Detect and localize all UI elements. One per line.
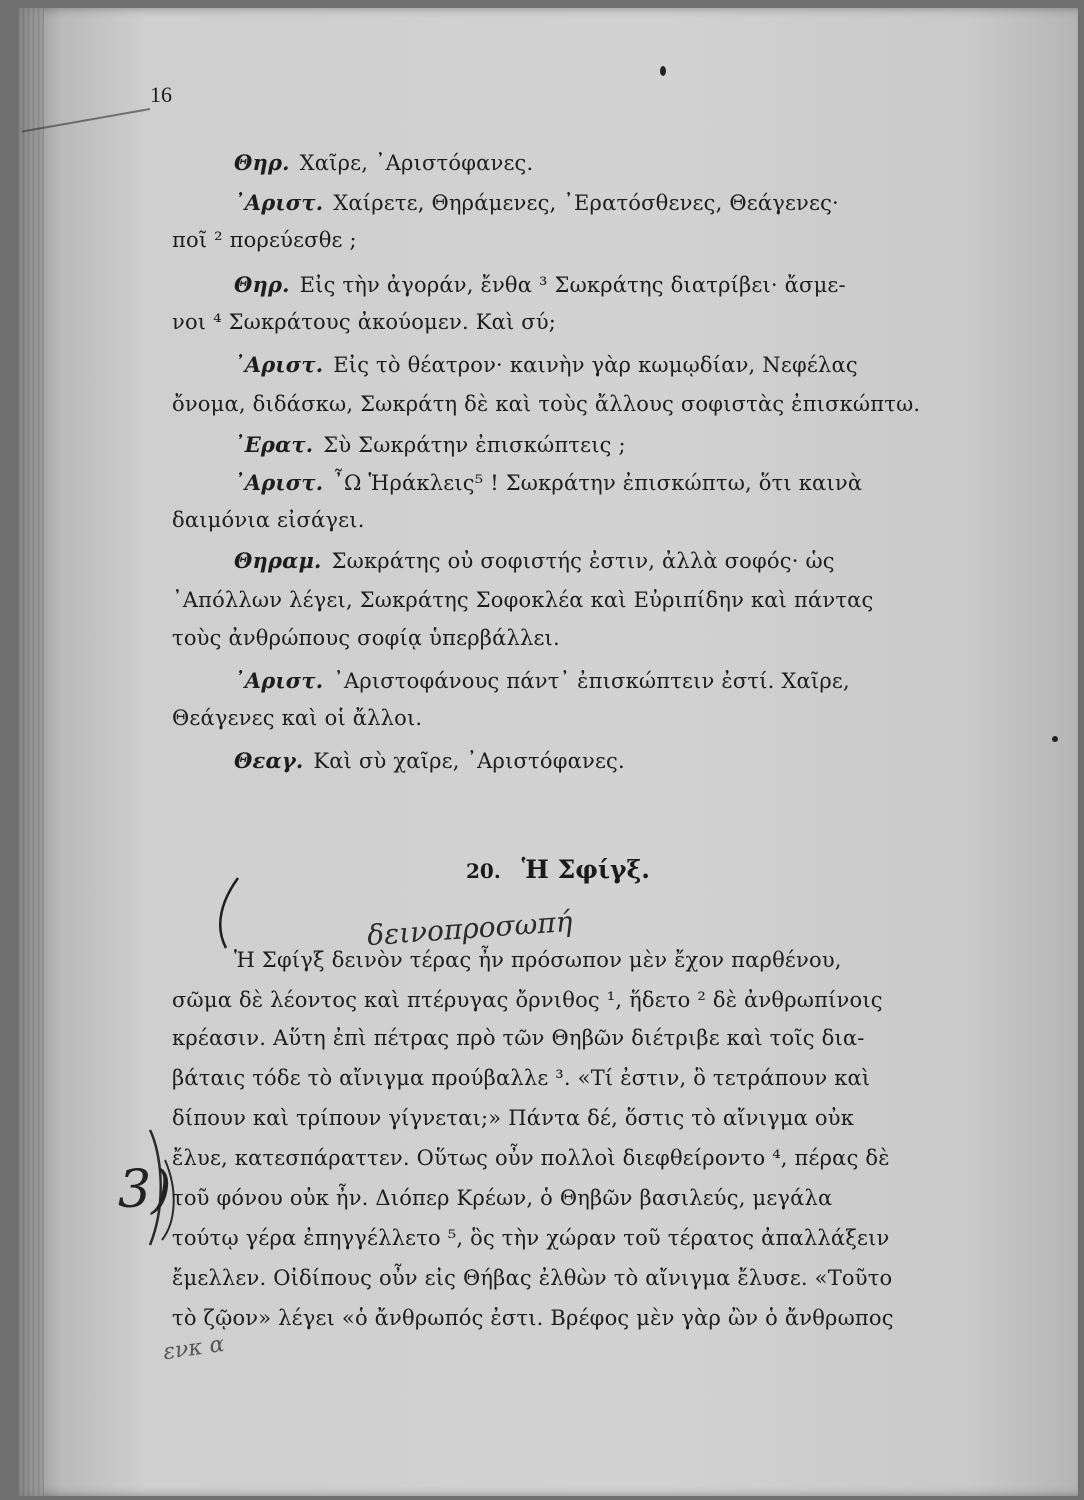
handwritten-margin-numeral: 3) xyxy=(118,1160,172,1220)
dialogue-text: Χαίρετε, Θηράμενες, ᾿Ερατόσθενες, Θεάγενες· xyxy=(333,191,839,215)
dialogue-line xyxy=(172,228,1017,252)
dialogue-text: Θεάγενες καὶ οἱ ἄλλοι. xyxy=(172,706,423,730)
dialogue-line xyxy=(172,190,1079,215)
speaker-label: Θηραμ. xyxy=(234,548,322,573)
dialogue-line xyxy=(172,392,1017,416)
dialogue-line xyxy=(172,668,1079,693)
dialogue-line xyxy=(172,470,1079,495)
dialogue-text: ᾿Απόλλων λέγει, Σωκράτης Σοφοκλέα καὶ Εὐριπίδην καὶ πάντας xyxy=(172,588,874,612)
dialogue-text: Καὶ σὺ χαῖρε, ᾿Αριστόφανες. xyxy=(313,749,625,773)
dialogue-line xyxy=(172,508,1017,532)
page-edge-shadow xyxy=(18,8,44,1496)
handwritten-word: δεινοπροσωπή xyxy=(366,904,574,953)
paragraph-line: ἔλυε, κατεσπάραττεν. Οὕτως οὖν πολλοὶ διεφθείροντο ⁴, πέρας δὲ xyxy=(172,1146,890,1170)
dialogue-line xyxy=(172,748,1079,773)
dialogue-text: τοὺς ἀνθρώπους σοφίᾳ ὑπερβάλλει. xyxy=(172,626,560,650)
speaker-label: ᾿Αριστ. xyxy=(234,352,324,377)
dialogue-text: Χαῖρε, ᾿Αριστόφανες. xyxy=(299,151,534,175)
dialogue-text: ῏Ω Ἡράκλεις⁵ ! Σωκράτην ἐπισκώπτω, ὅτι καινὰ xyxy=(333,471,863,495)
dialogue-text: Εἰς τὴν ἀγοράν, ἔνθα ³ Σωκράτης διατρίβει· ἄσμε- xyxy=(299,273,846,297)
paragraph-line: δίπουν καὶ τρίπουν γίγνεται;» Πάντα δέ, ὅστις τὸ αἴνιγμα οὐκ xyxy=(172,1106,855,1130)
page-number: 16 xyxy=(150,82,172,107)
paragraph-line: τοῦ φόνου οὐκ ἦν. Διόπερ Κρέων, ὁ Θηβῶν βασιλεύς, μεγάλα xyxy=(172,1186,833,1210)
dialogue-text: νοι ⁴ Σωκράτους ἀκούομεν. Καὶ σύ; xyxy=(172,310,557,334)
ink-spot xyxy=(660,66,666,76)
dialogue-text: ὄνομα, διδάσκω, Σωκράτη δὲ καὶ τοὺς ἄλλους σοφιστὰς ἐπισκώπτω. xyxy=(172,392,921,416)
speaker-label: ᾿Αριστ. xyxy=(234,668,324,693)
dialogue-line xyxy=(172,272,1079,297)
paragraph-line: βάταις τόδε τὸ αἴνιγμα προύβαλλε ³. «Τί ἐστιν, ὃ τετράπουν καὶ xyxy=(172,1066,871,1090)
dialogue-text: ποῖ ² πορεύεσθε ; xyxy=(172,228,357,252)
paragraph-line: ἔμελλεν. Οἰδίπους οὖν εἰς Θήβας ἐλθὼν τὸ αἴνιγμα ἔλυσε. «Τοῦτο xyxy=(172,1266,893,1290)
dialogue-text: δαιμόνια εἰσάγει. xyxy=(172,508,365,532)
section-number: 20. xyxy=(466,859,501,883)
paragraph-line: τούτῳ γέρα ἐπηγγέλλετο ⁵, ὃς τὴν χώραν τοῦ τέρατος ἀπαλλάξειν xyxy=(172,1226,890,1250)
paragraph-line: τὸ ζῷον» λέγει «ὁ ἄνθρωπός ἐστι. Βρέφος μὲν γὰρ ὢν ὁ ἄνθρωπος xyxy=(172,1306,894,1330)
section-heading xyxy=(466,855,726,884)
dialogue-line xyxy=(172,626,1017,650)
paragraph-line: κρέασιν. Αὕτη ἐπὶ πέτρας πρὸ τῶν Θηβῶν διέτριβε καὶ τοῖς δια- xyxy=(172,1026,865,1050)
ink-spot xyxy=(1052,736,1058,742)
paragraph-line: σῶμα δὲ λέοντος καὶ πτέρυγας ὄρνιθος ¹, ἥδετο ² δὲ ἀνθρωπίνοις xyxy=(172,988,883,1012)
dialogue-text: Σωκράτης οὐ σοφιστής ἐστιν, ἀλλὰ σοφός· ὡς xyxy=(331,549,835,573)
speaker-label: Θεαγ. xyxy=(234,748,304,773)
dialogue-line xyxy=(172,548,1079,573)
dialogue-line xyxy=(172,352,1079,377)
dialogue-text: Σὺ Σωκράτην ἐπισκώπτεις ; xyxy=(323,433,626,457)
dialogue-line xyxy=(172,706,1017,730)
paragraph-line: Ἡ Σφίγξ δεινὸν τέρας ἦν πρόσωπον μὲν ἔχον παρθένου, xyxy=(234,948,842,972)
section-title: Ἡ Σφίγξ. xyxy=(521,855,650,884)
dialogue-line xyxy=(172,150,1079,175)
dialogue-text: ᾿Αριστοφάνους πάντ᾿ ἐπισκώπτειν ἐστί. Χαῖρε, xyxy=(333,669,850,693)
speaker-label: ᾿Ερατ. xyxy=(234,432,314,457)
speaker-label: Θηρ. xyxy=(234,150,290,175)
handwritten-bottom-note: ενκ α xyxy=(161,1331,226,1366)
dialogue-text: Εἰς τὸ θέατρον· καινὴν γὰρ κωμῳδίαν, Νεφέλας xyxy=(333,353,858,377)
speaker-label: ᾿Αριστ. xyxy=(234,190,324,215)
dialogue-line xyxy=(172,588,1017,612)
speaker-label: ᾿Αριστ. xyxy=(234,470,324,495)
dialogue-line xyxy=(172,310,1017,334)
speaker-label: Θηρ. xyxy=(234,272,290,297)
dialogue-line xyxy=(172,432,1079,457)
